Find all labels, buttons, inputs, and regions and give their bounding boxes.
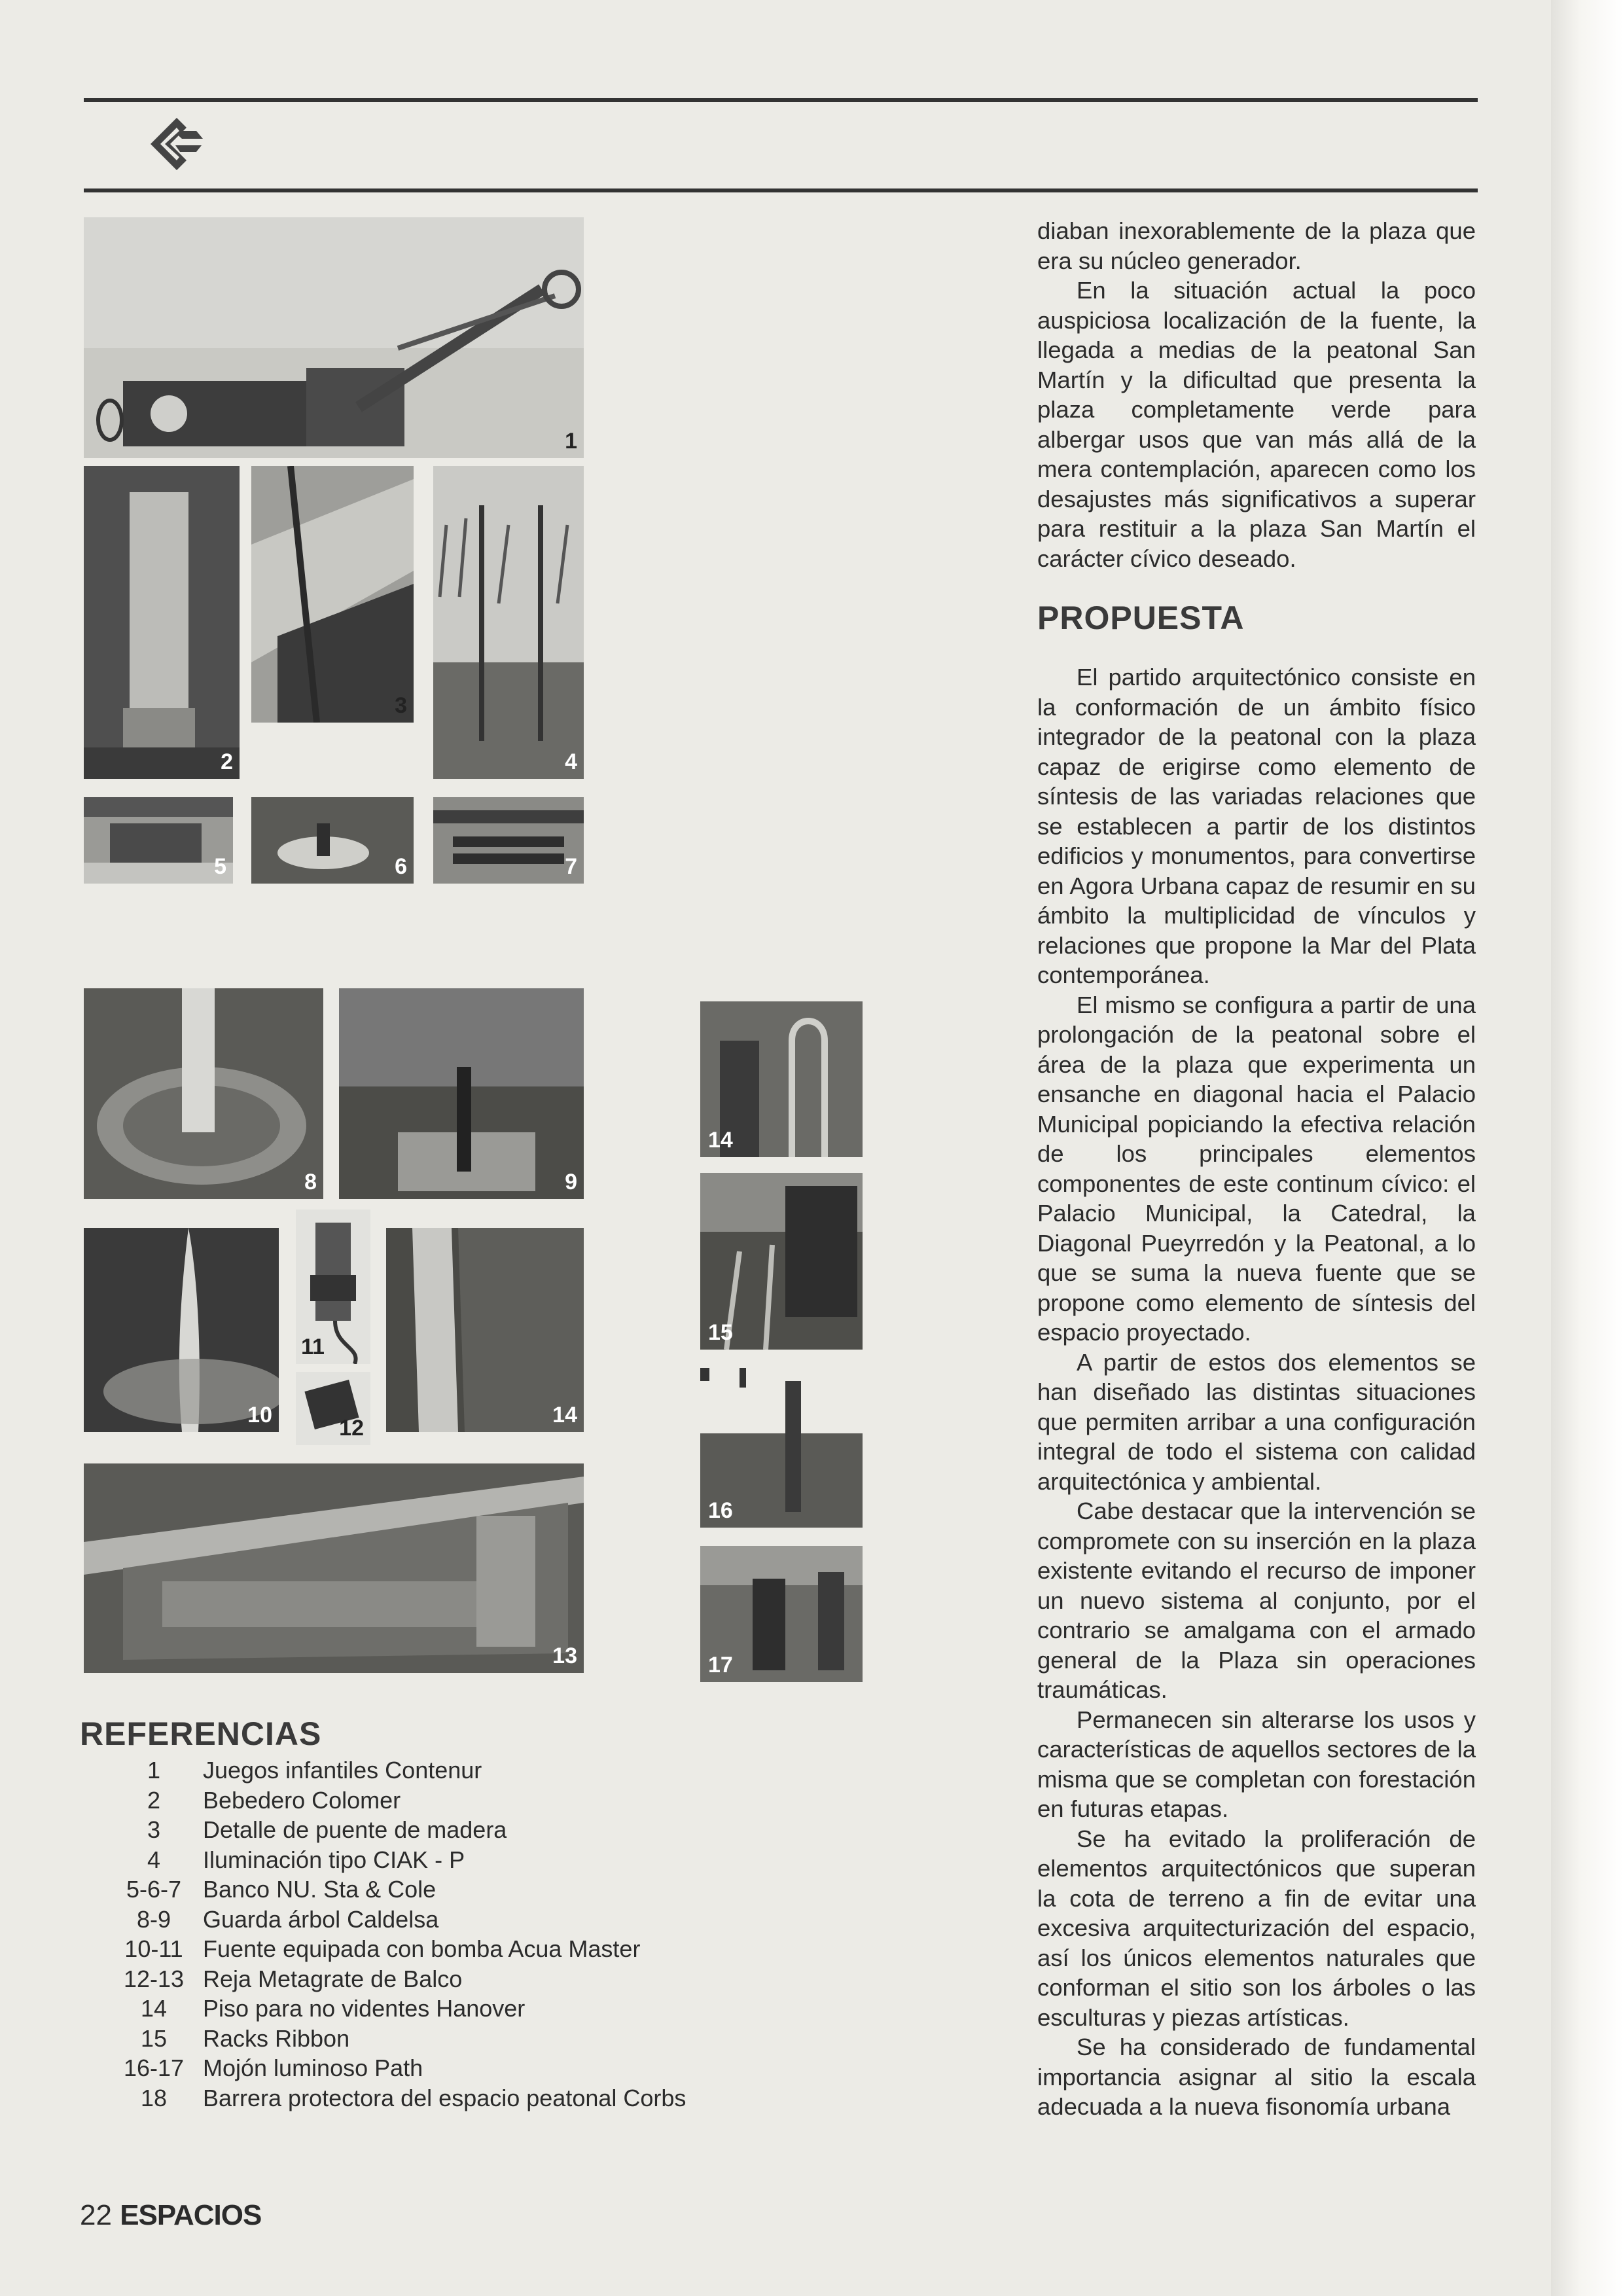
photo-number: 2 bbox=[221, 749, 233, 774]
photo-banco-7 bbox=[433, 797, 584, 884]
reference-item: 5-6-7 Banco NU. Sta & Cole bbox=[126, 1876, 437, 1903]
header-rule-top bbox=[84, 98, 1478, 102]
photo-number: 1 bbox=[565, 429, 577, 454]
photo-number: 7 bbox=[565, 854, 577, 879]
photo-racks-14 bbox=[700, 1001, 863, 1157]
intro-paragraph: diaban inexorablemente de la plaza que era su núcleo generador. bbox=[1037, 217, 1476, 274]
photo-number: 16 bbox=[708, 1498, 733, 1523]
reference-item: 3 Detalle de puente de madera bbox=[147, 1816, 507, 1843]
photo-number: 4 bbox=[565, 749, 577, 774]
photo-piso-no-videntes bbox=[386, 1228, 584, 1432]
references-list bbox=[105, 1755, 686, 2113]
body-paragraph: Se ha evitado la proliferación de elementos arquitectónicos que superan la cota de terreno a fin de evitar una excesiva arquitecturización del espacio, así los únicos elementos naturales que conforman el sitio son los árboles o las esculturas y piezas artísticas. bbox=[1037, 1825, 1476, 2031]
photo-mojon-16 bbox=[700, 1368, 863, 1528]
magazine-name: ESPACIOS bbox=[120, 2199, 262, 2231]
photo-number: 10 bbox=[247, 1403, 272, 1427]
body-paragraph: El partido arquitectónico consiste en la conformación de un ámbito físico integrador de la peatonal con la plaza capaz de erigirse como elemento de síntesis de las variadas relaciones que se establecen a partir de los distintos edificios y monumentos, para convertirse en Agora Urbana capaz de resumir en su ámbito la multiplicidad de vínculos y relaciones que propone la Mar del Plata contemporánea. bbox=[1037, 664, 1476, 988]
photo-number: 11 bbox=[301, 1335, 325, 1359]
photo-bebedero bbox=[84, 466, 240, 779]
photo-reja-12 bbox=[296, 1372, 370, 1445]
photo-puente-madera bbox=[251, 466, 414, 723]
photo-juegos-infantiles bbox=[84, 217, 584, 458]
page-folio bbox=[80, 2199, 261, 2232]
photo-number: 13 bbox=[552, 1643, 577, 1668]
photo-number: 14 bbox=[708, 1128, 733, 1153]
reference-item: 1 Juegos infantiles Contenur bbox=[147, 1757, 482, 1784]
photo-number: 15 bbox=[708, 1320, 733, 1345]
page-number: 22 bbox=[80, 2199, 112, 2231]
photo-number: 14 bbox=[552, 1403, 577, 1427]
reference-item: 14 Piso para no videntes Hanover bbox=[140, 1995, 526, 2022]
article-body bbox=[1037, 216, 1476, 2122]
page-edge-shadow bbox=[1551, 0, 1623, 2296]
situation-paragraph: En la situación actual la poco auspiciosa localización de la fuente, la llegada a medias de la peatonal San Martín y la dificultad que presenta la plaza completamente verde para albergar usos que van más allá de la mera contemplación, aparecen como los desajustes más significativos a superar para restituir a la plaza San Martín el carácter cívico deseado. bbox=[1037, 277, 1476, 572]
references-heading: REFERENCIAS bbox=[80, 1715, 322, 1752]
photo-number: 9 bbox=[565, 1170, 577, 1194]
reference-item: 4 Iluminación tipo CIAK - P bbox=[147, 1846, 465, 1873]
body-paragraph: A partir de estos dos elementos se han diseñado las distintas situaciones que permiten arribar a una configuración integral de todo el sistema con calidad arquitectónica y ambiental. bbox=[1037, 1348, 1476, 1495]
photo-banco-5 bbox=[84, 797, 233, 884]
body-paragraph: Cabe destacar que la intervención se compromete con su inserción en la plaza existente evitando el recurso de imponer un nuevo sistema al conjunto, por el contrario se amalgama con el armado general de la Plaza sin operaciones traumáticas. bbox=[1037, 1498, 1476, 1703]
body-paragraph: El mismo se configura a partir de una prolongación de la peatonal sobre el área de la plaza que experimenta un ensanche en diagonal hacia el Palacio Municipal popiciando la efectiva relación de los principales elementos componentes de este continum cívico: el Palacio Municipal, la Catedral, la Diagonal Pueyrredón y la Peatonal, a lo que se suma la nueva fuente que se propone como elemento de síntesis del espacio proyectado. bbox=[1037, 991, 1476, 1346]
photo-bomba-11 bbox=[296, 1210, 370, 1364]
reference-item: 16-17 Mojón luminoso Path bbox=[123, 2054, 423, 2081]
body-paragraph: Permanecen sin alterarse los usos y características de aquellos sectores de la misma que se completan con forestación en futuras etapas. bbox=[1037, 1706, 1476, 1822]
photo-iluminacion-ciak bbox=[433, 466, 584, 779]
reference-item: 10-11 Fuente equipada con bomba Acua Master bbox=[124, 1935, 641, 1962]
body-paragraph: Se ha considerado de fundamental importancia asignar al sitio la escala adecuada a la nueva fisonomía urbana bbox=[1037, 2034, 1476, 2120]
reference-item: 18 Barrera protectora del espacio peatonal Corbs bbox=[140, 2084, 687, 2111]
photo-number: 5 bbox=[214, 854, 226, 879]
reference-item: 2 Bebedero Colomer bbox=[147, 1786, 401, 1814]
reference-item: 8-9 Guarda árbol Caldelsa bbox=[136, 1905, 439, 1933]
photo-mojon-17 bbox=[700, 1546, 863, 1682]
photo-guarda-arbol-9 bbox=[339, 988, 584, 1199]
reference-item: 12-13 Reja Metagrate de Balco bbox=[123, 1965, 463, 1992]
reference-item: 15 Racks Ribbon bbox=[140, 2024, 350, 2052]
photo-number: 6 bbox=[395, 854, 407, 879]
photo-reja-13 bbox=[84, 1463, 584, 1673]
section-heading-propuesta: PROPUESTA bbox=[1037, 600, 1245, 636]
photo-guarda-arbol-8 bbox=[84, 988, 323, 1199]
header-rule-bottom bbox=[84, 188, 1478, 192]
photo-number: 17 bbox=[708, 1653, 733, 1677]
photo-number: 3 bbox=[395, 693, 407, 718]
photo-banco-6 bbox=[251, 797, 414, 884]
magazine-logo bbox=[124, 105, 223, 183]
photo-number: 8 bbox=[304, 1170, 317, 1194]
photo-racks-15 bbox=[700, 1173, 863, 1350]
photo-number: 12 bbox=[339, 1416, 364, 1441]
photo-fuente-10 bbox=[84, 1228, 279, 1432]
